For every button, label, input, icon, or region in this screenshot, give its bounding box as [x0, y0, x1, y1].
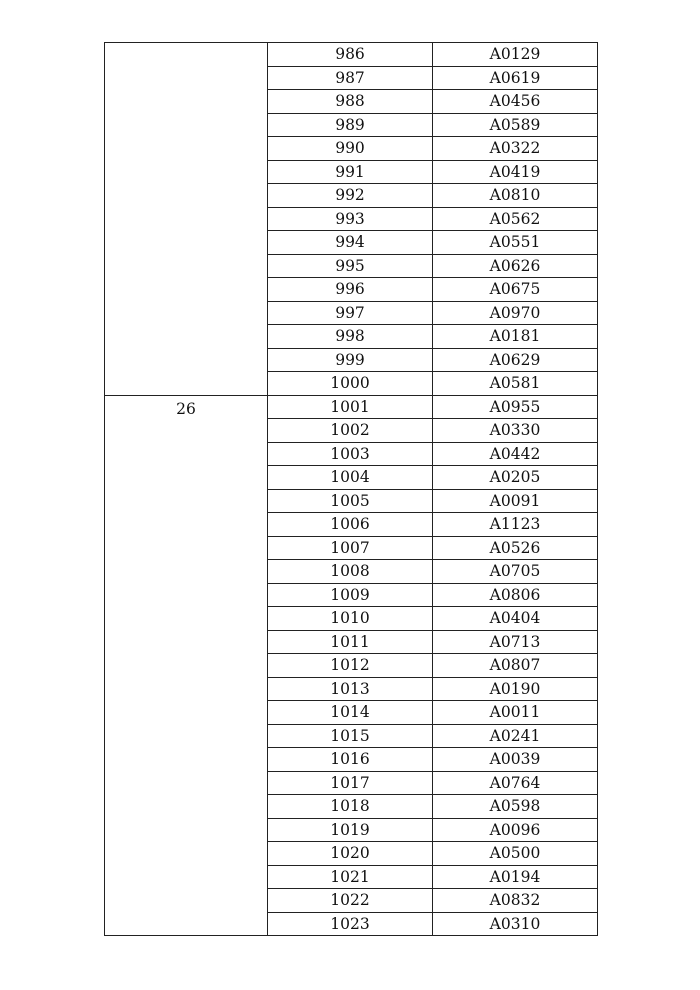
table-body [105, 43, 598, 936]
code-cell: A0955 [433, 395, 598, 419]
sequence-number-cell: 1016 [268, 748, 433, 772]
sequence-number-cell: 1003 [268, 442, 433, 466]
code-cell: A0705 [433, 560, 598, 584]
sequence-number-cell: 1000 [268, 372, 433, 396]
sequence-number-cell: 996 [268, 278, 433, 302]
code-cell: A0330 [433, 419, 598, 443]
sequence-number-cell: 1007 [268, 536, 433, 560]
sequence-number-cell: 1005 [268, 489, 433, 513]
sequence-number-cell: 999 [268, 348, 433, 372]
code-cell: A0832 [433, 889, 598, 913]
code-cell: A0581 [433, 372, 598, 396]
code-cell: A0629 [433, 348, 598, 372]
code-cell: A0619 [433, 66, 598, 90]
code-cell: A0551 [433, 231, 598, 255]
code-cell: A0562 [433, 207, 598, 231]
code-cell: A0181 [433, 325, 598, 349]
code-cell: A0039 [433, 748, 598, 772]
sequence-number-cell: 1021 [268, 865, 433, 889]
code-cell: A0011 [433, 701, 598, 725]
sequence-number-cell: 1020 [268, 842, 433, 866]
table-row [105, 395, 598, 419]
code-cell: A0404 [433, 607, 598, 631]
code-cell: A0129 [433, 43, 598, 67]
sequence-number-cell: 1009 [268, 583, 433, 607]
sequence-number-cell: 1001 [268, 395, 433, 419]
sequence-number-cell: 997 [268, 301, 433, 325]
code-cell: A0322 [433, 137, 598, 161]
code-cell: A0675 [433, 278, 598, 302]
sequence-number-cell: 1010 [268, 607, 433, 631]
code-cell: A0419 [433, 160, 598, 184]
code-cell: A0713 [433, 630, 598, 654]
code-cell: A0500 [433, 842, 598, 866]
code-cell: A0096 [433, 818, 598, 842]
code-cell: A0194 [433, 865, 598, 889]
code-cell: A0970 [433, 301, 598, 325]
sequence-number-cell: 1013 [268, 677, 433, 701]
code-cell: A0241 [433, 724, 598, 748]
code-cell: A1123 [433, 513, 598, 537]
sequence-number-cell: 989 [268, 113, 433, 137]
sequence-number-cell: 1004 [268, 466, 433, 490]
code-cell: A0764 [433, 771, 598, 795]
sequence-number-cell: 1002 [268, 419, 433, 443]
sequence-number-cell: 998 [268, 325, 433, 349]
sequence-number-cell: 1017 [268, 771, 433, 795]
sequence-number-cell: 1022 [268, 889, 433, 913]
code-cell: A0806 [433, 583, 598, 607]
code-cell: A0526 [433, 536, 598, 560]
sequence-number-cell: 1012 [268, 654, 433, 678]
sequence-number-cell: 988 [268, 90, 433, 114]
sequence-number-cell: 993 [268, 207, 433, 231]
code-cell: A0626 [433, 254, 598, 278]
code-cell: A0091 [433, 489, 598, 513]
code-cell: A0807 [433, 654, 598, 678]
assignment-table [104, 42, 598, 936]
sequence-number-cell: 991 [268, 160, 433, 184]
sequence-number-cell: 994 [268, 231, 433, 255]
code-cell: A0589 [433, 113, 598, 137]
sequence-number-cell: 1015 [268, 724, 433, 748]
group-number-cell: 26 [105, 395, 268, 936]
sequence-number-cell: 1023 [268, 912, 433, 936]
sequence-number-cell: 992 [268, 184, 433, 208]
sequence-number-cell: 986 [268, 43, 433, 67]
sequence-number-cell: 987 [268, 66, 433, 90]
code-cell: A0456 [433, 90, 598, 114]
sequence-number-cell: 1018 [268, 795, 433, 819]
sequence-number-cell: 1019 [268, 818, 433, 842]
sequence-number-cell: 990 [268, 137, 433, 161]
sequence-number-cell: 1006 [268, 513, 433, 537]
code-cell: A0205 [433, 466, 598, 490]
group-number-cell [105, 43, 268, 396]
code-cell: A0598 [433, 795, 598, 819]
code-cell: A0190 [433, 677, 598, 701]
sequence-number-cell: 995 [268, 254, 433, 278]
table-row [105, 43, 598, 67]
code-cell: A0442 [433, 442, 598, 466]
code-cell: A0310 [433, 912, 598, 936]
sequence-number-cell: 1014 [268, 701, 433, 725]
sequence-number-cell: 1011 [268, 630, 433, 654]
code-cell: A0810 [433, 184, 598, 208]
sequence-number-cell: 1008 [268, 560, 433, 584]
